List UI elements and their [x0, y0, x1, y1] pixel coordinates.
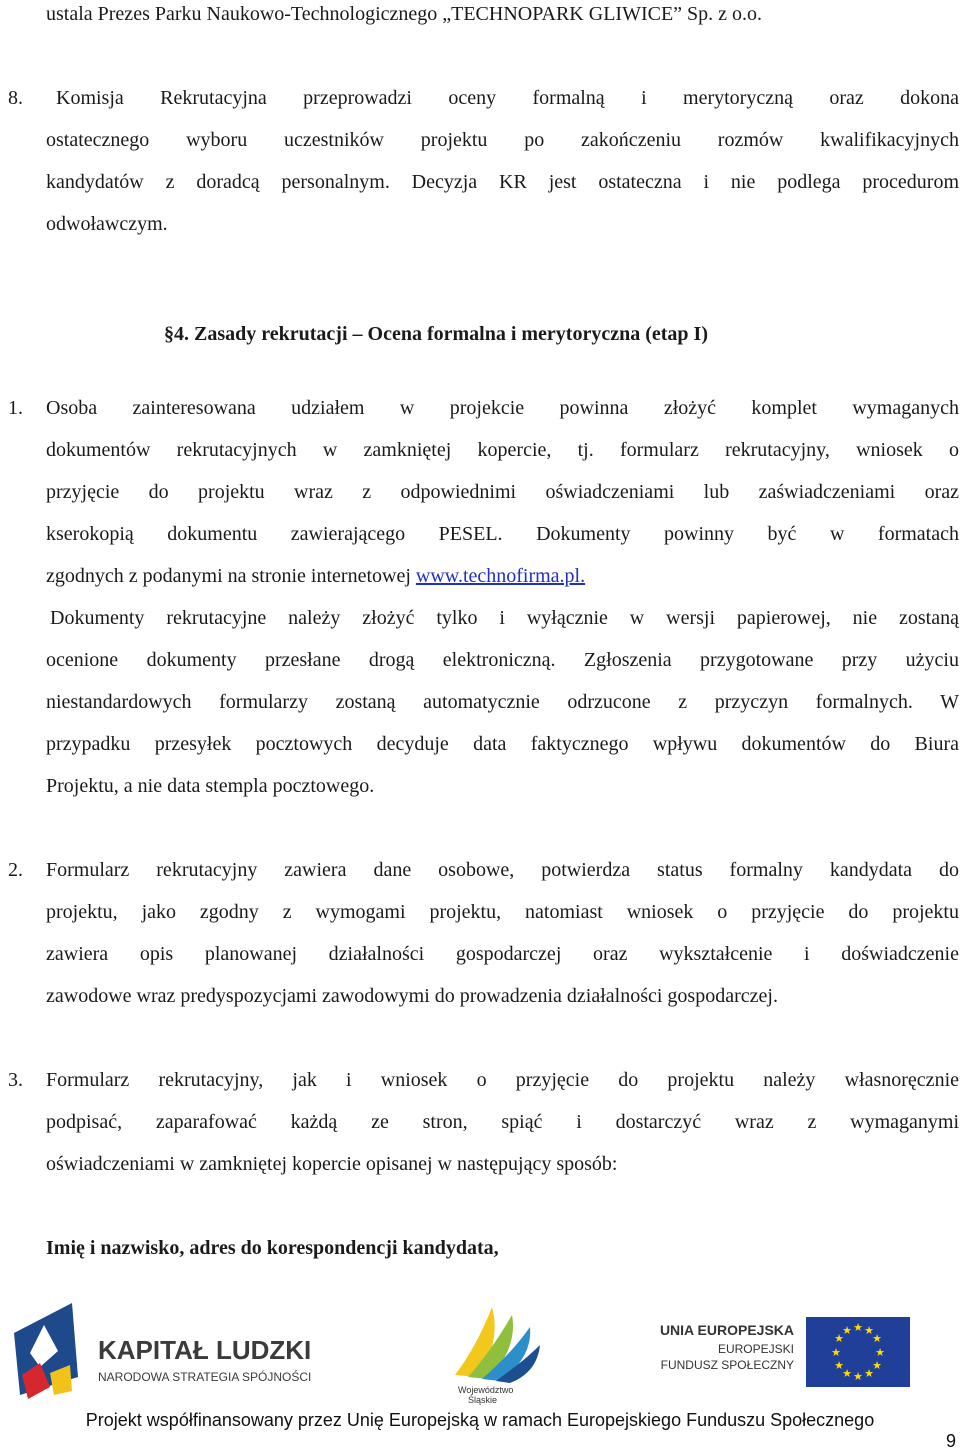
- item-8-line-4: odwoławczym.: [46, 213, 168, 235]
- item-1-line-3: przyjęcie do projektu wraz z odpowiednimi oświadczeniami lub zaświadczeniami oraz: [46, 481, 959, 503]
- svg-text:★: ★: [864, 1367, 874, 1380]
- region-line-2: Śląskie: [468, 1395, 498, 1405]
- item-3-number: 3.: [8, 1069, 23, 1091]
- svg-text:★: ★: [872, 1332, 882, 1345]
- item-1-line-6: Dokumenty rekrutacyjne należy złożyć tylko i wyłącznie w wersji papierowej, nie zostaną: [50, 607, 959, 629]
- item-1-line-5-text: zgodnych z podanymi na stronie internetowej: [46, 565, 416, 587]
- item-2-line-2: projektu, jako zgodny z wymogami projektu, natomiast wniosek o przyjęcie do projektu: [46, 901, 959, 923]
- kl-title: KAPITAŁ LUDZKI: [98, 1335, 312, 1365]
- item-8-line-3: kandydatów z doradcą personalnym. Decyzja KR jest ostateczna i nie podlega procedurom: [46, 171, 959, 193]
- silesia-emblem: [455, 1307, 540, 1383]
- eu-line-3: FUNDUSZ SPOŁECZNY: [660, 1358, 794, 1372]
- item-3-line-3: oświadczeniami w zamkniętej kopercie opisanej w następujący sposób:: [46, 1153, 618, 1175]
- svg-text:★: ★: [842, 1324, 852, 1337]
- svg-text:★: ★: [864, 1324, 874, 1337]
- eu-flag: [806, 1317, 910, 1387]
- envelope-label: Imię i nazwisko, adres do korespondencji kandydata,: [46, 1237, 499, 1259]
- item-8-number: 8.: [8, 87, 23, 109]
- section-heading: §4. Zasady rekrutacji – Ocena formalna i merytoryczna (etap I): [164, 323, 708, 345]
- item-2-line-1: Formularz rekrutacyjny zawiera dane osobowe, potwierdza status formalny kandydata do: [46, 859, 959, 881]
- svg-text:★: ★: [853, 1321, 863, 1334]
- svg-text:★: ★: [875, 1346, 885, 1359]
- footer-text: Projekt współfinansowany przez Unię Europejską w ramach Europejskiego Funduszu Społecznego: [85, 1410, 875, 1430]
- svg-text:★: ★: [853, 1370, 863, 1383]
- item-1-line-2: dokumentów rekrutacyjnych w zamkniętej kopercie, tj. formularz rekrutacyjny, wniosek o: [46, 439, 959, 461]
- item-1-number: 1.: [8, 397, 23, 419]
- svg-text:★: ★: [842, 1367, 852, 1380]
- item-1-line-8: niestandardowych formularzy zostaną automatycznie odrzucone z przyczyn formalnych. W: [46, 691, 959, 713]
- item-1-line-10: Projektu, a nie data stempla pocztowego.: [46, 775, 375, 797]
- item-3-line-2: podpisać, zaparafować każdą ze stron, spiąć i dostarczyć wraz z wymaganymi: [46, 1111, 959, 1133]
- kapital-ludzki-emblem: [14, 1303, 78, 1399]
- item-3-line-1: Formularz rekrutacyjny, jak i wniosek o przyjęcie do projektu należy własnoręcznie: [46, 1069, 959, 1091]
- item-1-line-1: Osoba zainteresowana udziałem w projekcie powinna złożyć komplet wymaganych: [46, 397, 959, 419]
- top-line: ustala Prezes Parku Naukowo-Technologicznego „TECHNOPARK GLIWICE” Sp. z o.o.: [46, 3, 763, 25]
- item-8-line-1: Komisja Rekrutacyjna przeprowadzi oceny formalną i merytoryczną oraz dokona: [56, 87, 959, 109]
- svg-text:★: ★: [834, 1359, 844, 1372]
- item-2-line-4: zawodowe wraz predyspozycjami zawodowymi do prowadzenia działalności gospodarczej.: [46, 985, 778, 1007]
- page-number: 9: [946, 1431, 957, 1451]
- item-1-line-4: kserokopią dokumentu zawierającego PESEL. Dokumenty powinny być w formatach: [46, 523, 959, 545]
- region-line-1: Województwo: [458, 1385, 514, 1395]
- item-2-line-3: zawiera opis planowanej działalności gospodarczej oraz wykształcenie i doświadczenie: [46, 943, 959, 965]
- eu-line-2: EUROPEJSKI: [717, 1342, 794, 1356]
- item-2-number: 2.: [8, 859, 23, 881]
- svg-text:★: ★: [831, 1346, 841, 1359]
- website-link[interactable]: www.technofirma.pl.: [415, 565, 586, 587]
- item-8-line-2: ostatecznego wyboru uczestników projektu po zakończeniu rozmów kwalifikacyjnych: [46, 129, 959, 151]
- item-1-line-5: [46, 564, 585, 588]
- svg-text:★: ★: [834, 1332, 844, 1345]
- item-1-line-7: ocenione dokumenty przesłane drogą elektroniczną. Zgłoszenia przygotowane przy użyciu: [46, 649, 959, 671]
- logos-bar: [0, 1295, 960, 1410]
- kl-subtitle: NARODOWA STRATEGIA SPÓJNOŚCI: [98, 1370, 312, 1384]
- item-1-line-9: przypadku przesyłek pocztowych decyduje data faktycznego wpływu dokumentów do Biura: [46, 733, 959, 755]
- eu-line-1: UNIA EUROPEJSKA: [659, 1322, 794, 1338]
- svg-text:★: ★: [872, 1359, 882, 1372]
